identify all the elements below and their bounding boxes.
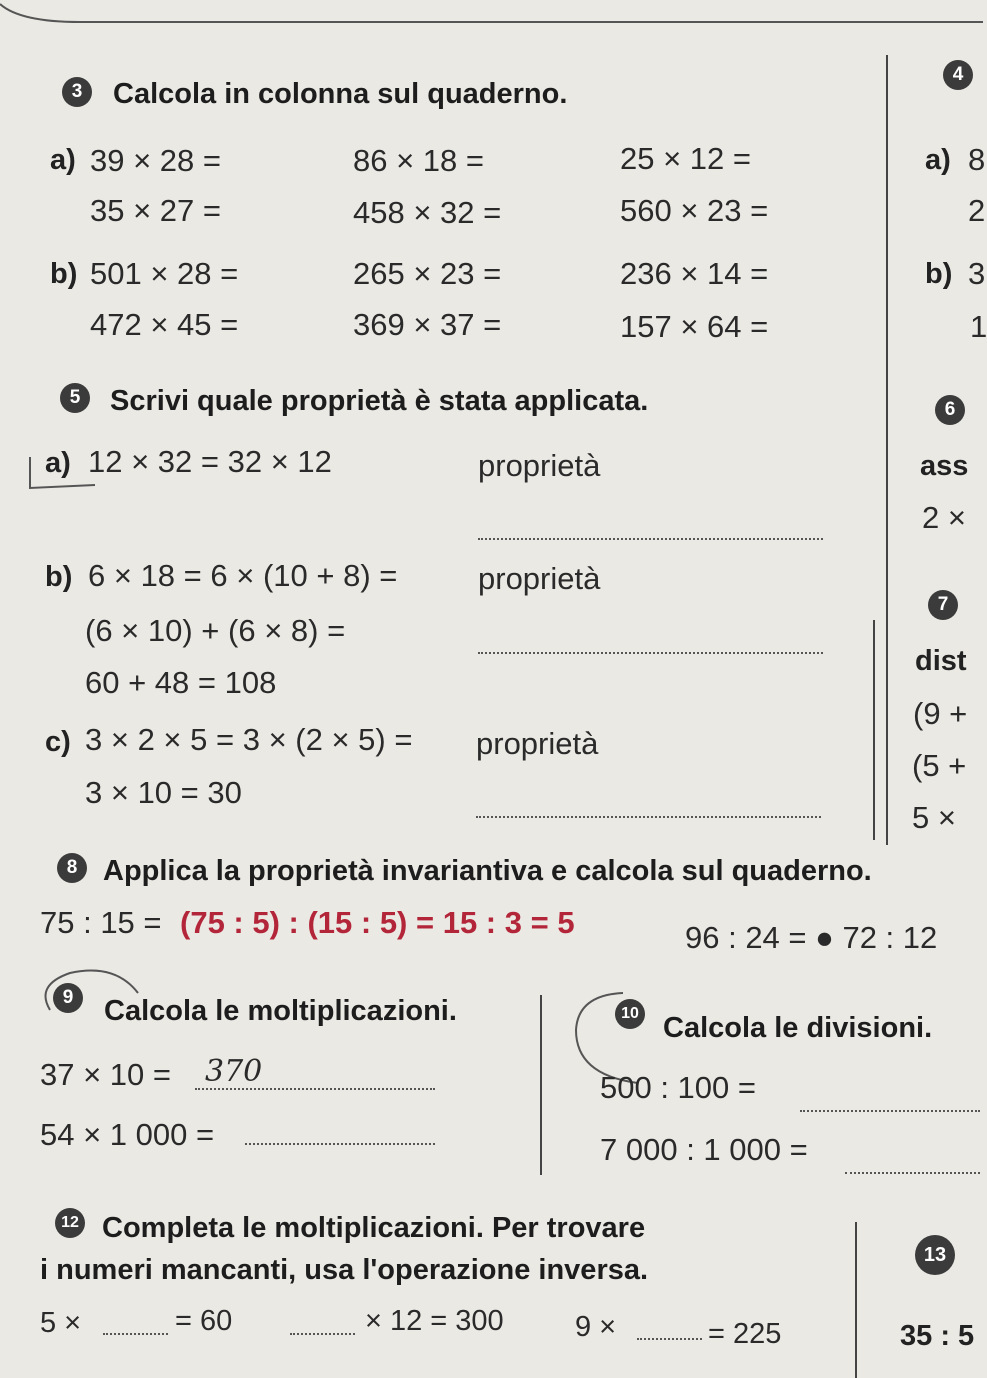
ex3-b-item: 157 × 64 = — [620, 309, 769, 344]
ex3-b-item: 236 × 14 = — [620, 256, 769, 291]
ex9-row-1: 37 × 10 = — [40, 1057, 172, 1092]
ex4-a-fragment: 8 — [968, 142, 986, 177]
ex5-a-answer-line[interactable] — [478, 538, 823, 540]
ex7-fragment-4: 5 × — [912, 800, 956, 835]
ex9-row-2-answer-line[interactable] — [245, 1143, 435, 1145]
ex12-item-b-blank[interactable] — [290, 1333, 355, 1335]
ex5-c-property-label: proprietà — [476, 726, 599, 761]
ex10-row-1: 500 : 100 = — [600, 1070, 756, 1105]
ex5-a-property-label: proprietà — [478, 448, 601, 483]
ex3-b-label: b) — [50, 258, 78, 290]
ex12-item-a-end: = 60 — [175, 1305, 233, 1337]
ex8-example-start: 75 : 15 = — [40, 905, 162, 940]
exercise-8-title: Applica la proprietà invariantiva e calcola sul quaderno. — [103, 855, 872, 887]
ex3-a-item: 25 × 12 = — [620, 141, 752, 176]
exercise-9-title: Calcola le moltiplicazioni. — [104, 995, 457, 1027]
ex5-b-label: b) — [45, 561, 73, 593]
ex3-a-item: 458 × 32 = — [353, 195, 502, 230]
exercise-12-title-line-2: i numeri mancanti, usa l'operazione inversa. — [40, 1254, 649, 1286]
ex4-a2-fragment: 2 — [968, 193, 986, 228]
ex5-b-expression-1: 6 × 18 = 6 × (10 + 8) = — [88, 558, 398, 593]
ex3-a-item: 35 × 27 = — [90, 193, 222, 228]
ex8-exercise: 96 : 24 = ● 72 : 12 — [685, 920, 938, 955]
ex4-a-label: a) — [925, 144, 951, 176]
ex5-c-label: c) — [45, 726, 71, 758]
pen-mark — [25, 455, 115, 495]
ex12-item-c-blank[interactable] — [637, 1338, 702, 1340]
right-column-divider — [886, 55, 888, 845]
ex5-b-expression-3: 60 + 48 = 108 — [85, 665, 277, 700]
ex5-c-answer-line[interactable] — [476, 816, 821, 818]
ex9-row-2: 54 × 1 000 = — [40, 1117, 215, 1152]
ex4-b2-fragment: 1 — [970, 309, 987, 344]
ex3-a-item: 560 × 23 = — [620, 193, 769, 228]
ex12-item-b-end: × 12 = 300 — [365, 1305, 504, 1337]
ex5-c-expression-1: 3 × 2 × 5 = 3 × (2 × 5) = — [85, 722, 413, 757]
ex5-b-answer-line[interactable] — [478, 652, 823, 654]
ex13-fragment: 35 : 5 — [900, 1320, 975, 1352]
ex4-b-fragment: 3 — [968, 256, 986, 291]
ex8-example-solution: (75 : 5) : (15 : 5) = 15 : 3 = 5 — [180, 905, 575, 940]
exercise-3-badge: 3 — [62, 77, 92, 107]
exercise-13-badge: 13 — [915, 1235, 955, 1275]
ex3-a-label: a) — [50, 144, 76, 176]
exercise-12-title-line-1: Completa le moltiplicazioni. Per trovare — [102, 1212, 646, 1244]
ex12-item-a-blank[interactable] — [103, 1333, 168, 1335]
ex3-b-item: 501 × 28 = — [90, 256, 239, 291]
top-border-line — [0, 0, 983, 40]
exercise-7-badge: 7 — [928, 590, 958, 620]
ex7-fragment-3: (5 + — [912, 748, 967, 783]
ex5-b-expression-2: (6 × 10) + (6 × 8) = — [85, 613, 346, 648]
ex9-row-1-answer: 370 — [205, 1054, 263, 1089]
ex3-a-item: 86 × 18 = — [353, 143, 485, 178]
ex12-ex13-divider — [855, 1222, 857, 1378]
ex6-fragment-1: ass — [920, 450, 969, 482]
ex5-a-expression: 12 × 32 = 32 × 12 — [88, 444, 332, 479]
ex7-divider — [873, 620, 875, 840]
exercise-3-title: Calcola in colonna sul quaderno. — [113, 78, 568, 110]
ex10-row-2: 7 000 : 1 000 = — [600, 1132, 808, 1167]
exercise-12-badge: 12 — [55, 1208, 85, 1238]
ex5-c-expression-2: 3 × 10 = 30 — [85, 775, 242, 810]
exercise-10-title: Calcola le divisioni. — [663, 1012, 933, 1044]
ex9-row-1-answer-line[interactable] — [195, 1088, 435, 1090]
ex7-fragment-1: dist — [915, 645, 967, 677]
exercise-8-badge: 8 — [57, 853, 87, 883]
ex7-fragment-2: (9 + — [913, 696, 968, 731]
ex9-ex10-divider — [540, 995, 542, 1175]
ex3-b-item: 472 × 45 = — [90, 307, 239, 342]
exercise-6-badge: 6 — [935, 395, 965, 425]
ex4-b-label: b) — [925, 258, 953, 290]
ex12-item-a-start: 5 × — [40, 1307, 82, 1339]
ex3-b-item: 369 × 37 = — [353, 307, 502, 342]
ex10-row-2-answer-line[interactable] — [845, 1172, 980, 1174]
exercise-10-badge: 10 — [615, 999, 645, 1029]
ex3-b-item: 265 × 23 = — [353, 256, 502, 291]
ex3-a-item: 39 × 28 = — [90, 143, 222, 178]
ex6-fragment-2: 2 × — [922, 500, 966, 535]
exercise-5-title: Scrivi quale proprietà è stata applicata. — [110, 385, 649, 417]
exercise-4-badge: 4 — [943, 60, 973, 90]
ex5-a-label: a) — [45, 447, 71, 479]
exercise-9-badge: 9 — [53, 983, 83, 1013]
ex5-b-property-label: proprietà — [478, 561, 601, 596]
ex12-item-c-end: = 225 — [708, 1318, 782, 1350]
exercise-5-badge: 5 — [60, 383, 90, 413]
ex12-item-c-start: 9 × — [575, 1311, 617, 1343]
ex10-row-1-answer-line[interactable] — [800, 1110, 980, 1112]
